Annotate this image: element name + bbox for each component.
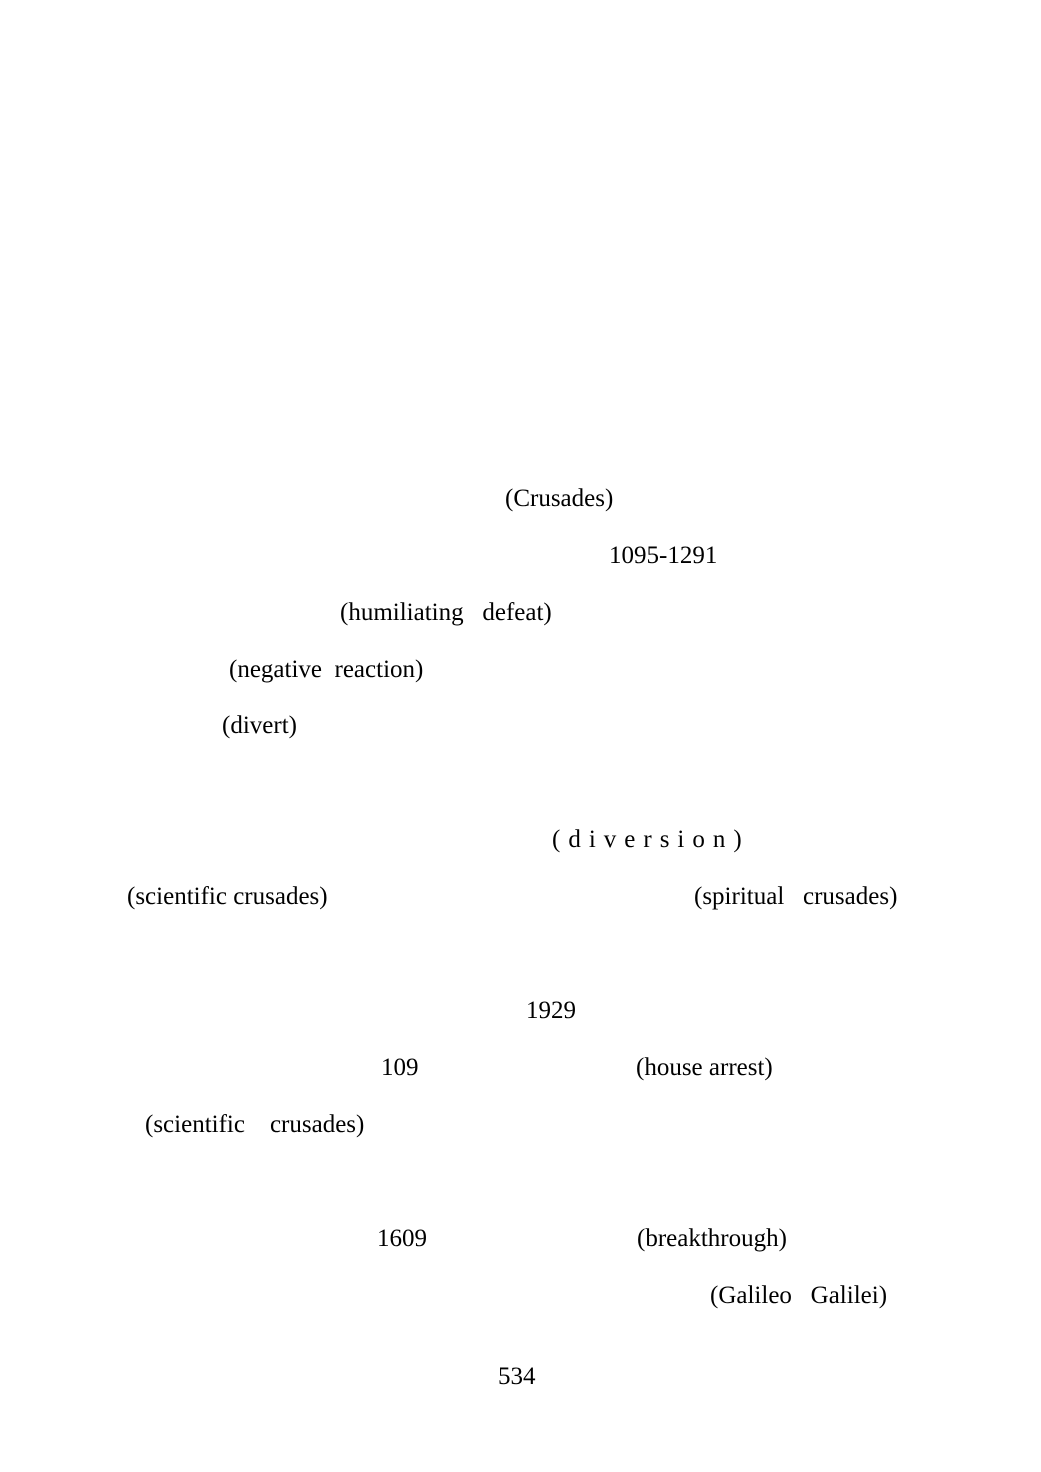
term-crusades: (Crusades) bbox=[505, 485, 614, 512]
number-109: 109 bbox=[381, 1054, 419, 1081]
term-humiliating-defeat: (humiliating defeat) bbox=[340, 599, 552, 626]
term-spiritual-crusades: (spiritual crusades) bbox=[694, 883, 898, 910]
term-house-arrest: (house arrest) bbox=[636, 1054, 773, 1081]
term-galileo-galilei: (Galileo Galilei) bbox=[710, 1282, 888, 1309]
year-1609: 1609 bbox=[377, 1225, 427, 1252]
years-1095-1291: 1095-1291 bbox=[609, 542, 718, 569]
term-diversion: (diversion) bbox=[552, 826, 750, 853]
term-scientific-crusades-1: (scientific crusades) bbox=[127, 883, 328, 910]
year-1929: 1929 bbox=[526, 997, 576, 1024]
term-scientific-crusades-2: (scientific crusades) bbox=[145, 1111, 365, 1138]
page-number: 534 bbox=[498, 1363, 536, 1390]
term-breakthrough: (breakthrough) bbox=[637, 1225, 787, 1252]
term-negative-reaction: (negative reaction) bbox=[229, 656, 424, 683]
term-divert: (divert) bbox=[222, 712, 297, 739]
